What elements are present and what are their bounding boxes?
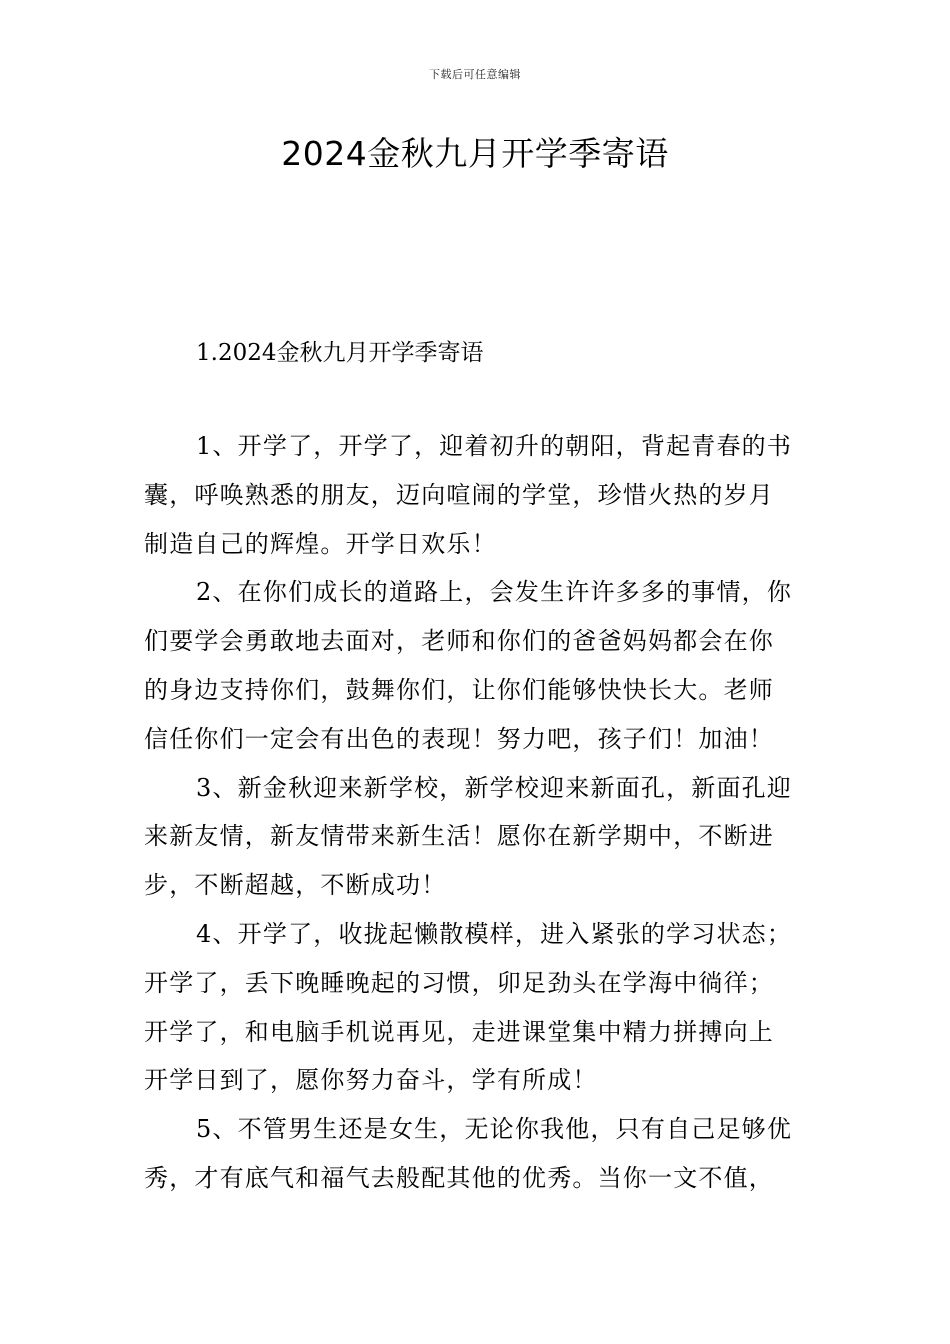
section-heading: 1.2024金秋九月开学季寄语 [196,340,484,366]
document-title: 2024金秋九月开学季寄语 [281,134,669,173]
paragraph-5 [144,1105,810,1203]
paragraph-line: 4、开学了，收拢起懒散模样，进入紧张的学习状态； [196,919,793,948]
paragraph-3 [144,764,810,910]
paragraph-line: 信任你们一定会有出色的表现！努力吧，孩子们！加油！ [144,724,774,753]
header-note: 下载后可任意编辑 [429,68,521,81]
paragraph-line: 1、开学了，开学了，迎着初升的朝阳，背起青春的书 [196,432,793,460]
paragraph-line: 们要学会勇敢地去面对，老师和你们的爸爸妈妈都会在你 [144,627,774,656]
paragraph-line: 开学了，和电脑手机说再见，走进课堂集中精力拼搏向上 [144,1017,774,1046]
paragraph-4 [144,910,810,1105]
paragraph-line: 开学日到了，愿你努力奋斗，学有所成！ [144,1066,598,1095]
paragraph-line: 2、在你们成长的道路上，会发生许许多多的事情，你 [196,578,793,607]
paragraph-line: 3、新金秋迎来新学校，新学校迎来新面孔，新面孔迎 [196,773,793,802]
document-body [144,422,810,1203]
paragraph-2 [144,568,810,763]
paragraph-line: 囊，呼唤熟悉的朋友，迈向喧闹的学堂，珍惜火热的岁月 [144,480,774,509]
paragraph-line: 秀，才有底气和福气去般配其他的优秀。当你一文不值， [144,1163,774,1192]
paragraph-line: 的身边支持你们，鼓舞你们，让你们能够快快长大。老师 [144,675,774,704]
paragraph-line: 5、不管男生还是女生，无论你我他，只有自己足够优 [196,1115,793,1144]
paragraph-line: 开学了，丢下晚睡晚起的习惯，卯足劲头在学海中徜徉； [144,968,774,997]
paragraph-line: 来新友情，新友情带来新生活！愿你在新学期中，不断进 [144,822,774,851]
paragraph-line: 步，不断超越，不断成功！ [144,871,447,900]
paragraph-1 [144,422,810,568]
paragraph-line: 制造自己的辉煌。开学日欢乐！ [144,529,497,558]
